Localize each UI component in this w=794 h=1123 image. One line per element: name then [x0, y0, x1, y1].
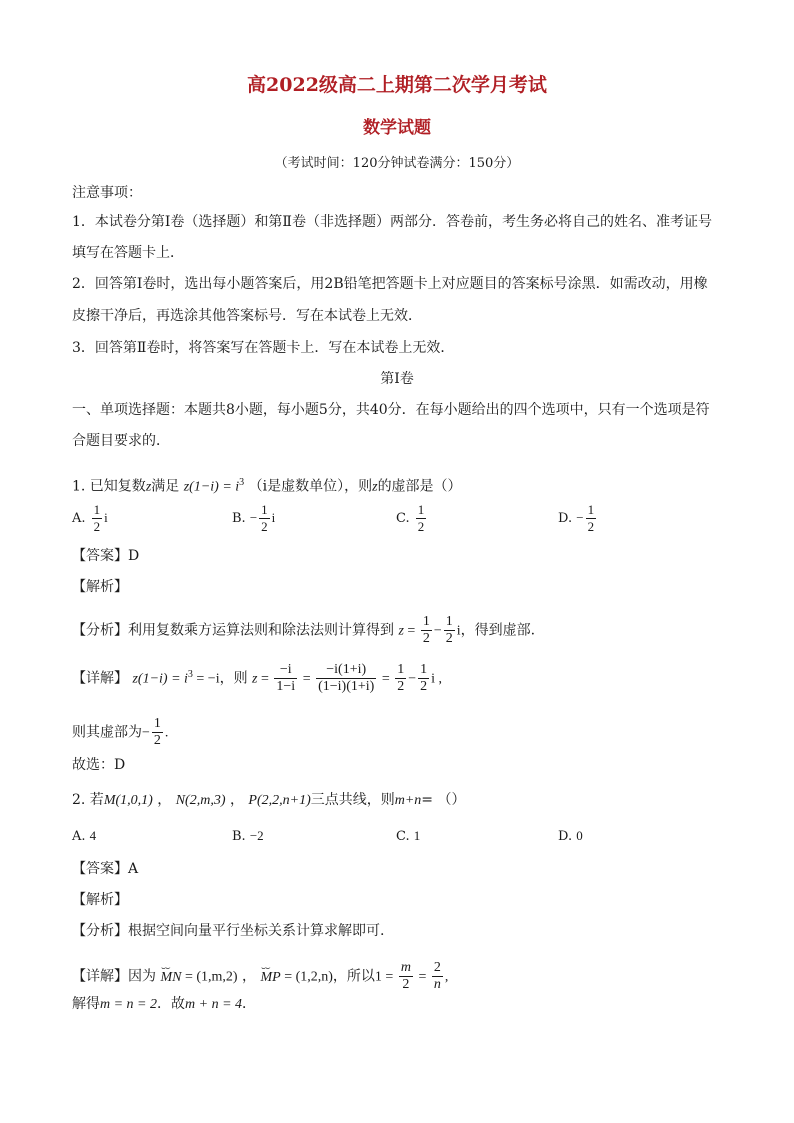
q1-equation: z(1−i) = i: [183, 479, 240, 495]
option-suffix: i: [104, 510, 108, 525]
note-line: 3．回答第Ⅱ卷时，将答案写在答题卡上．写在本试卷上无效．: [72, 340, 455, 356]
fraction: $\frac{1}{2}$: [153, 716, 161, 748]
fraction: $\frac{-i(1+i)}{(1-i)(1+i)}$: [318, 662, 375, 694]
note-line: 皮擦干净后，再选涂其他答案标号．写在本试卷上无效．: [72, 308, 422, 324]
note-line: 2．回答第Ⅰ卷时，选出每小题答案后，用2B铅笔把答题卡上对应题目的答案标号涂黑．如需改动，用橡: [72, 276, 708, 292]
xiangjie-label: 【详解】: [72, 968, 128, 985]
q1-stem-text: 的虚部是（）: [377, 478, 462, 495]
q2-stem-text: 2. 若: [72, 792, 104, 808]
vector-mn: ⌣⌣ MN: [160, 968, 181, 988]
option-label: D.: [558, 511, 573, 526]
xiangjie-text: ，则: [219, 670, 248, 687]
q1-equation-exponent: 3: [239, 477, 245, 488]
option-label: D.: [558, 829, 573, 844]
q2-point-m: M(1,0,1): [103, 793, 153, 808]
option-value: 0: [576, 828, 583, 843]
q1-stem-text: 满足: [151, 478, 180, 495]
section-intro: 合题目要求的．: [72, 433, 170, 449]
denominator: 2: [587, 519, 595, 534]
section-intro: 一、单项选择题：本题共8小题，每小题5分，共40分．在每小题给出的四个选项中，只有一个选项是符: [72, 402, 710, 418]
option-value: 4: [89, 828, 97, 843]
exam-subject: 数学试题: [363, 118, 431, 138]
option-value: 1: [413, 828, 421, 843]
denominator: 2: [261, 519, 268, 534]
q1-choice: 故选：D: [72, 757, 126, 773]
numerator: 1: [261, 502, 268, 517]
volume-heading: 第Ⅰ卷: [380, 371, 414, 387]
option-fraction: [92, 502, 103, 535]
q2-option-d: [558, 828, 583, 844]
q2-option-c: [396, 828, 420, 844]
xiangjie-text: 因为: [128, 968, 156, 985]
q1-option-c: [396, 502, 428, 535]
fraction: $\frac{-i}{1-i}$: [276, 662, 296, 694]
option-sign: −: [249, 510, 258, 525]
solve-text: ．故: [157, 996, 186, 1012]
q2-solution: [72, 994, 256, 1015]
q1-imag-part: 则其虚部为− $\frac{1}{2}$ .: [72, 716, 169, 748]
option-fraction: [416, 502, 427, 535]
option-label: C.: [396, 511, 410, 526]
note-line: 1．本试卷分第Ⅰ卷（选择题）和第Ⅱ卷（非选择题）两部分．答卷前，考生务必将自己的姓名、准考证号: [72, 214, 712, 230]
fraction: $\frac{2}{n}$: [433, 960, 441, 992]
fraction: $\frac{1}{2}$: [420, 662, 428, 694]
q1-answer: 【答案】D: [72, 548, 140, 564]
option-fraction: [259, 502, 270, 535]
q2-point-p: P(2,2,n+1): [248, 793, 311, 808]
fenxi-label: 【分析】: [72, 923, 128, 939]
q1-stem-text: （i是虚数单位），则: [248, 478, 373, 495]
q2-fenxi: [72, 921, 384, 941]
xiangjie-label: 【详解】: [72, 670, 128, 687]
xiangjie-eq: z(1−i) = i: [132, 671, 188, 687]
vector-mn-value: = (1,m,2): [181, 969, 238, 985]
option-value: −2: [249, 828, 264, 843]
denominator: 2: [417, 519, 425, 534]
q1-fenxi: 【分析】利用复数乘方运算法则和除法法则计算得到 z = $\frac{1}{2}$ − $\frac{1}{2}$ i，得到虚部.: [72, 614, 536, 646]
fraction: $\frac{1}{2}$: [445, 614, 453, 646]
q2-option-a: [72, 828, 96, 844]
q2-stem-text: = （）: [421, 792, 466, 808]
solve-text: 解得: [72, 996, 100, 1012]
q2-option-b: [232, 828, 264, 844]
question-1-stem: [72, 473, 462, 498]
fraction: $\frac{1}{2}$: [422, 614, 430, 646]
vector-mp: ⌣⌣ MP: [260, 968, 280, 988]
solve-eq: m = n = 2: [100, 997, 158, 1012]
q1-option-b: [232, 502, 275, 535]
q2-answer: 【答案】A: [72, 861, 139, 877]
fraction: $\frac{m}{2}$: [400, 960, 411, 992]
q1-xiangjie: 【详解】 $z(1-i) = i^3 = -i$，则 z = $\frac{-i}{1-i}$ = $\frac{-i(1+i)}{(1-i)(1+i)}$ = $\frac{1}{2}$ − $\frac{1}{2}$ i ,: [72, 662, 443, 694]
numerator: 1: [93, 502, 101, 517]
fraction: $\frac{1}{2}$: [397, 662, 405, 694]
solve-text: ．: [242, 996, 257, 1012]
xiangjie-text: ，所以: [332, 968, 375, 985]
q2-expr: m+n: [394, 793, 422, 808]
option-suffix: i: [271, 510, 276, 525]
xiangjie-eq: = −i: [192, 671, 220, 687]
denominator: 2: [93, 519, 101, 534]
option-label: A.: [72, 511, 86, 526]
fenxi-text: ，得到虚部.: [460, 622, 536, 639]
q2-analysis-heading: 【解析】: [72, 892, 128, 908]
q2-xiangjie: 【详解】因为 ⌣⌣ MN = (1,m,2) ， ⌣⌣ MP = (1,2,n)，所以1 = $\frac{m}{2}$ = $\frac{2}{n}$ ,: [72, 960, 448, 993]
q2-stem-text: 三点共线，则: [310, 792, 395, 808]
q1-option-d: [558, 502, 598, 535]
q1-option-a: [72, 502, 108, 535]
option-label: B.: [232, 829, 246, 844]
exam-time-note: （考试时间：120分钟试卷满分：150分）: [274, 156, 520, 171]
exam-title: 高2022级高二上期第二次学月考试: [247, 74, 547, 96]
q1-var-z: z: [372, 479, 378, 495]
option-sign: −: [576, 510, 584, 525]
fenxi-label: 【分析】: [72, 622, 128, 639]
imag-text: 则其虚部为: [72, 724, 142, 741]
option-label: A.: [72, 829, 86, 844]
solve-sum: m + n = 4: [185, 997, 243, 1012]
vector-mp-value: = (1,2,n): [280, 969, 333, 985]
option-label: B.: [232, 511, 246, 526]
q1-var-z: z: [145, 479, 152, 495]
notes-heading: 注意事项：: [72, 185, 142, 201]
xiangjie-exponent: 3: [187, 668, 193, 680]
q1-analysis-heading: 【解析】: [72, 579, 128, 595]
numerator: 1: [587, 502, 595, 517]
q2-point-n: N(2,m,3): [175, 793, 226, 808]
question-2-stem: 2. 若M(1,0,1) ， N(2,m,3) ， P(2,2,n+1)三点共线，则m+n= （）: [72, 792, 466, 808]
fenxi-text: 利用复数乘方运算法则和除法法则计算得到: [128, 622, 394, 639]
fenxi-text: 根据空间向量平行坐标关系计算求解即可.: [128, 923, 385, 939]
option-fraction: [586, 502, 597, 535]
note-line: 填写在答题卡上．: [72, 245, 184, 261]
numerator: 1: [417, 502, 425, 517]
q1-stem-text: 1. 已知复数: [72, 478, 146, 495]
option-label: C.: [396, 829, 410, 844]
